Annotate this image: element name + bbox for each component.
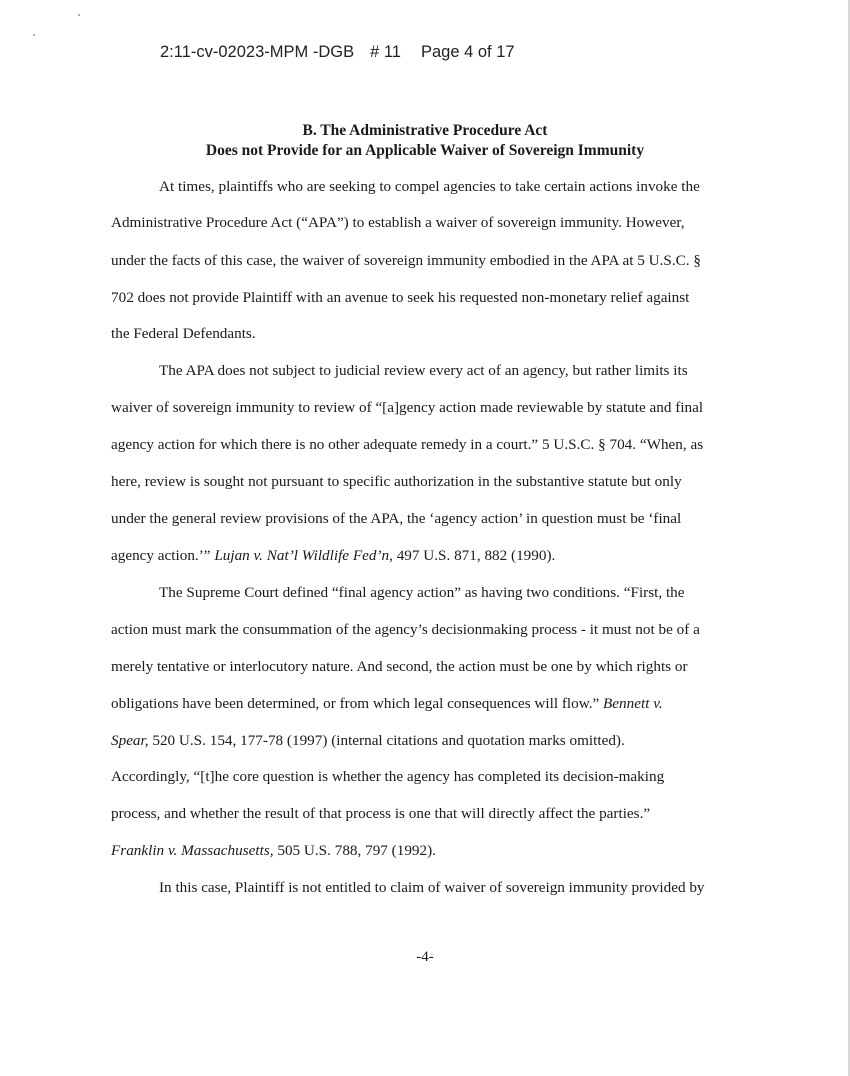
page-number: -4-	[416, 949, 434, 965]
body-line: here, review is sought not pursuant to specific authorization in the substantive statute but only	[111, 473, 682, 490]
line-text: 505 U.S. 788, 797 (1992).	[273, 842, 436, 859]
case-number: 2:11-cv-02023-MPM -DGB	[160, 43, 355, 61]
body-line-citation	[111, 841, 436, 861]
document-number: # 11	[370, 43, 401, 61]
body-line-citation	[111, 731, 625, 751]
section-heading-line1: B. The Administrative Procedure Act	[302, 122, 548, 139]
body-line: Accordingly, “[t]he core question is whether the agency has completed its decision-making	[111, 768, 665, 785]
body-line: The Supreme Court defined “final agency action” as having two conditions. “First, the	[159, 584, 685, 601]
body-line-citation	[111, 694, 663, 714]
line-text: , 497 U.S. 871, 882 (1990).	[389, 547, 556, 564]
body-line: In this case, Plaintiff is not entitled to claim of waiver of sovereign immunity provided by	[159, 879, 705, 896]
line-text: obligations have been determined, or from which legal consequences will flow.”	[111, 695, 604, 712]
line-text: 520 U.S. 154, 177-78 (1997) (internal citations and quotation marks omitted).	[148, 732, 625, 749]
line-text: agency action.’”	[111, 547, 215, 564]
scan-speck	[33, 34, 35, 36]
body-line: action must mark the consummation of the agency’s decisionmaking process - it must not be of a	[111, 621, 700, 638]
body-line-citation	[111, 546, 555, 566]
body-line: Administrative Procedure Act (“APA”) to establish a waiver of sovereign immunity. However,	[111, 214, 685, 231]
body-line: agency action for which there is no other adequate remedy in a court.” 5 U.S.C. § 704. “When, as	[111, 436, 704, 453]
page-label: Page 4 of 17	[420, 43, 515, 61]
body-line: 702 does not provide Plaintiff with an avenue to seek his requested non-monetary relief against	[111, 289, 690, 306]
case-citation: Lujan v. Nat’l Wildlife Fed’n	[214, 547, 390, 564]
body-line: At times, plaintiffs who are seeking to compel agencies to take certain actions invoke the	[159, 178, 700, 195]
body-line: merely tentative or interlocutory nature. And second, the action must be one by which rights or	[111, 658, 688, 675]
scan-speck	[78, 14, 80, 16]
body-line: waiver of sovereign immunity to review of “[a]gency action made reviewable by statute and final	[111, 399, 704, 416]
body-line: The APA does not subject to judicial review every act of an agency, but rather limits its	[159, 362, 688, 379]
case-header	[160, 43, 515, 62]
case-citation: Spear,	[111, 732, 149, 749]
section-heading-line2: Does not Provide for an Applicable Waiver of Sovereign Immunity	[205, 142, 645, 159]
case-citation: Franklin v. Massachusetts,	[111, 842, 274, 859]
body-line: under the general review provisions of the APA, the ‘agency action’ in question must be ‘final	[111, 510, 682, 527]
body-line: the Federal Defendants.	[111, 325, 256, 342]
body-line: under the facts of this case, the waiver of sovereign immunity embodied in the APA at 5 U.S.C. §	[111, 252, 701, 269]
case-citation: Bennett v.	[603, 695, 663, 712]
body-line: process, and whether the result of that process is one that will directly affect the parties.”	[111, 805, 651, 822]
